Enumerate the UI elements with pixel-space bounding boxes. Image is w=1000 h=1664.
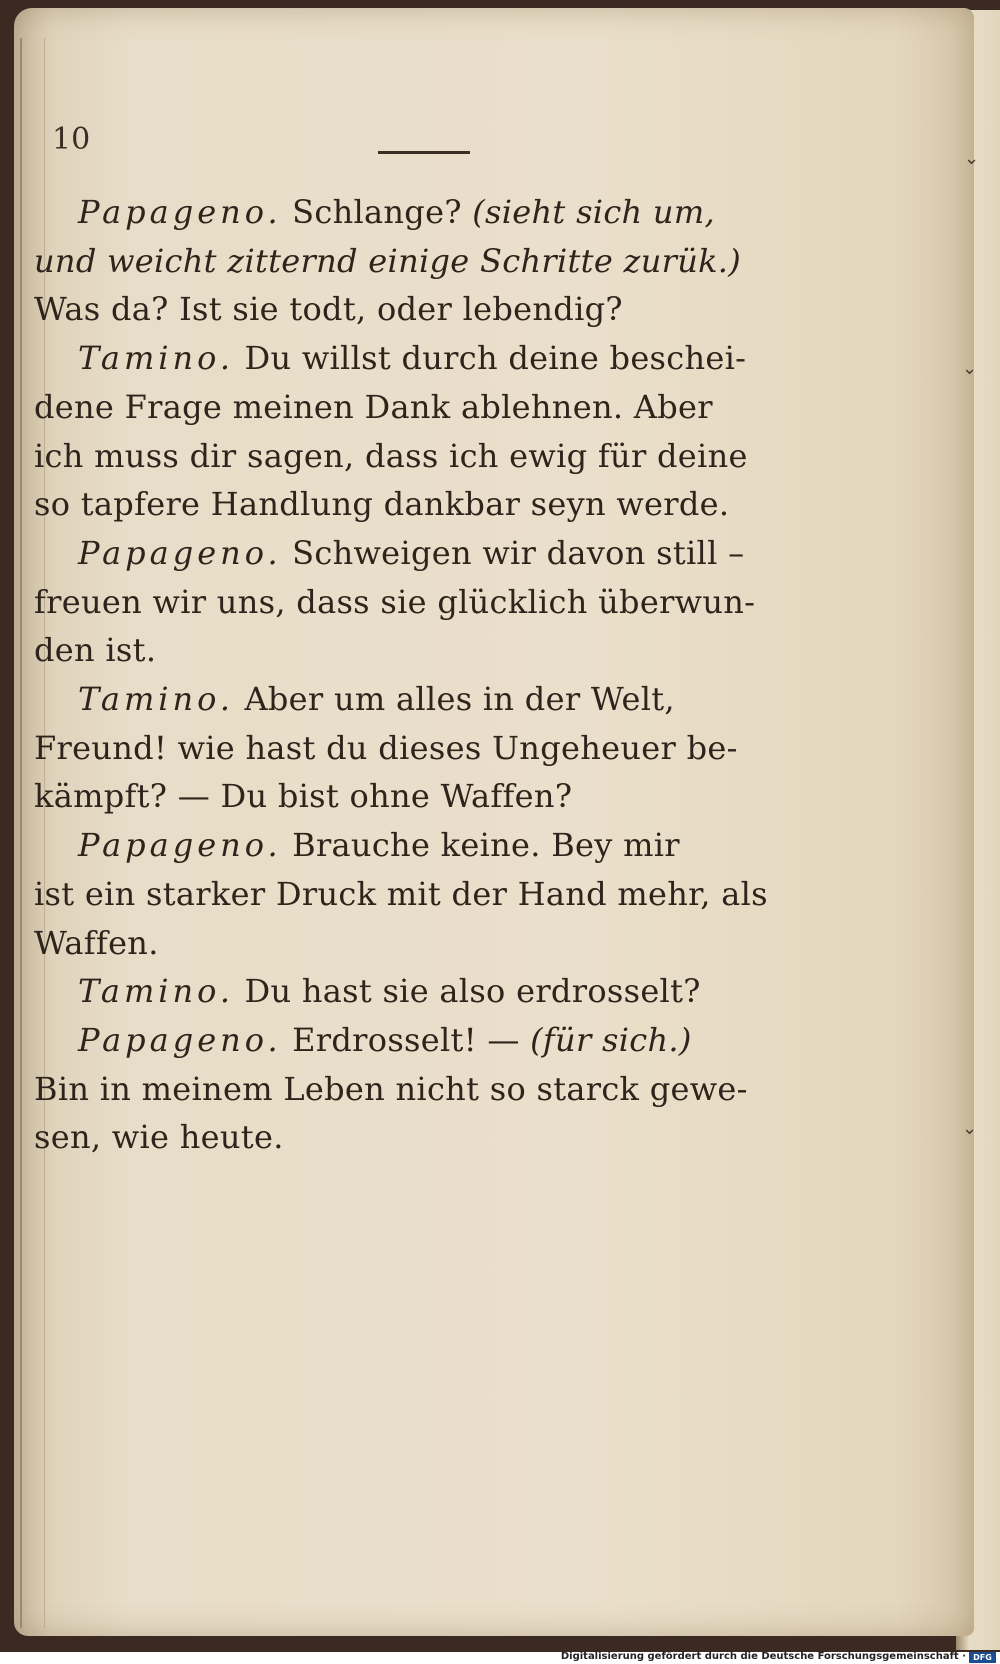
dialogue-text bbox=[34, 188, 774, 1162]
speaker-name: Papageno. bbox=[78, 533, 282, 572]
stage-direction: (für sich.) bbox=[530, 1020, 692, 1059]
text-line bbox=[34, 675, 774, 724]
speaker-name: Papageno. bbox=[78, 193, 282, 231]
spoken-text: so tapfere Handlung dankbar seyn werde. bbox=[34, 485, 730, 524]
text-line bbox=[34, 870, 774, 919]
spoken-text: freuen wir uns, dass sie glücklich überwun- bbox=[34, 582, 756, 621]
dialogue-paragraph bbox=[34, 334, 774, 529]
spoken-text: dene Frage meinen Dank ablehnen. Aber bbox=[34, 387, 713, 426]
spoken-text: kämpft? — Du bist ohne Waffen? bbox=[34, 777, 573, 816]
dialogue-paragraph bbox=[34, 1016, 774, 1162]
stage-direction: (sieht sich um, bbox=[472, 193, 715, 231]
dfg-logo: DFG bbox=[969, 1652, 996, 1663]
speaker-name: Papageno. bbox=[78, 826, 282, 865]
dialogue-paragraph bbox=[34, 675, 774, 821]
spoken-text: Aber um alles in der Welt, bbox=[244, 680, 675, 719]
spoken-text: Bin in meinem Leben nicht so starck gewe- bbox=[34, 1069, 748, 1108]
spoken-text: Erdrosselt! — bbox=[292, 1020, 531, 1059]
header-rule bbox=[378, 151, 470, 154]
text-line bbox=[34, 1113, 774, 1162]
text-line bbox=[34, 188, 774, 237]
spoken-text: Du willst durch deine beschei- bbox=[244, 339, 747, 378]
text-line bbox=[34, 967, 774, 1016]
spoken-text: Freund! wie hast du dieses Ungeheuer be- bbox=[34, 728, 738, 767]
text-line bbox=[34, 432, 774, 481]
text-line bbox=[34, 724, 774, 773]
text-line bbox=[34, 919, 774, 968]
text-line bbox=[34, 1065, 774, 1114]
text-line bbox=[34, 626, 774, 675]
spoken-text: Schweigen wir davon still – bbox=[292, 533, 745, 572]
text-line bbox=[34, 334, 774, 383]
text-line bbox=[34, 1016, 774, 1065]
text-line bbox=[34, 285, 774, 334]
dialogue-paragraph bbox=[34, 188, 774, 334]
dialogue-paragraph bbox=[34, 529, 774, 675]
margin-mark-icon: ⌄ bbox=[962, 358, 978, 379]
text-line bbox=[34, 237, 774, 286]
margin-mark-icon: ⌄ bbox=[962, 1118, 978, 1139]
text-line bbox=[34, 821, 774, 870]
text-line bbox=[34, 383, 774, 432]
spoken-text: Du hast sie also erdrosselt? bbox=[244, 972, 701, 1011]
dialogue-paragraph bbox=[34, 967, 774, 1016]
text-line bbox=[34, 772, 774, 821]
margin-mark-icon: ⌄ bbox=[964, 148, 980, 169]
spoken-text: ich muss dir sagen, dass ich ewig für deine bbox=[34, 436, 748, 475]
speaker-name: Tamino. bbox=[78, 339, 234, 378]
spoken-text: Brauche keine. Bey mir bbox=[292, 826, 680, 865]
spoken-text: den ist. bbox=[34, 631, 157, 670]
text-line bbox=[34, 578, 774, 627]
stage-direction: und weicht zitternd einige Schritte zurük.) bbox=[34, 241, 742, 280]
text-line bbox=[34, 529, 774, 578]
speaker-name: Tamino. bbox=[78, 972, 234, 1011]
speaker-name: Tamino. bbox=[78, 680, 234, 719]
dialogue-paragraph bbox=[34, 821, 774, 967]
spoken-text: sen, wie heute. bbox=[34, 1118, 284, 1157]
spoken-text: Waffen. bbox=[34, 923, 159, 962]
spoken-text: Schlange? bbox=[292, 193, 473, 231]
digitization-credit: Digitalisierung gefördert durch die Deutsche Forschungsgemeinschaft · bbox=[560, 1651, 966, 1662]
speaker-name: Papageno. bbox=[78, 1020, 282, 1059]
text-line bbox=[34, 480, 774, 529]
page-number: 10 bbox=[52, 122, 91, 157]
spoken-text: ist ein starker Druck mit der Hand mehr, als bbox=[34, 874, 768, 913]
spoken-text: Was da? Ist sie todt, oder lebendig? bbox=[34, 290, 623, 329]
